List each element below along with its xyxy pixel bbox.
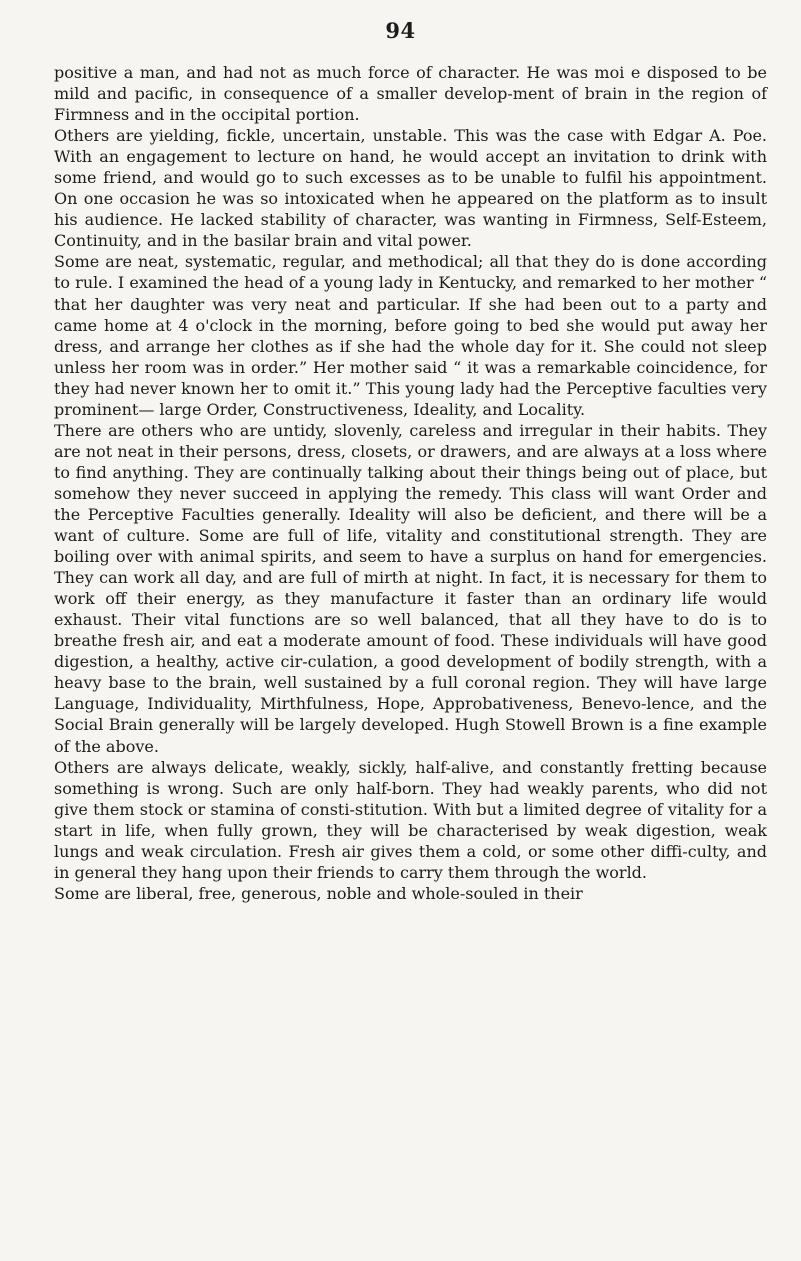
paragraph: positive a man, and had not as much force of character. He was moi e disposed to be mild and pacific, in consequence of a smaller develop-ment of brain in the region of Firmness and in the occipital portion. <box>54 63 767 125</box>
paragraph: Others are yielding, fickle, uncertain, unstable. This was the case with Edgar A. Poe. With an engagement to lecture on hand, he would accept an invitation to drink with some friend, and would go to such excesses as to be unable to fulfil his appointment. On one occasion he was so intoxicated when he appeared on the platform as to insult his audience. He lacked stability of character, was wanting in Firmness, Self-Esteem, Continuity, and in the basilar brain and vital power. <box>54 126 767 251</box>
paragraph: Some are neat, systematic, regular, and methodical; all that they do is done according to rule. I examined the head of a young lady in Kentucky, and remarked to her mother “ that her daughter was very neat and particular. If she had been out to a party and came home at 4 o'clock in the morning, before going to bed she would put away her dress, and arrange her clothes as if she had the whole day for it. She could not sleep unless her room was in order.” Her mother said “ it was a remarkable coincidence, for they had never known her to omit it.” This young lady had the Perceptive faculties very prominent— large Order, Constructiveness, Ideality, and Locality. <box>54 252 767 419</box>
paragraph: Others are always delicate, weakly, sickly, half-alive, and constantly fretting because something is wrong. Such are only half-born. They had weakly parents, who did not give them stock or stamina of consti-stitution. With but a limited degree of vitality for a start in life, when fully grown, they will be characterised by weak digestion, weak lungs and weak circulation. Fresh air gives them a cold, or some other diffi-culty, and in general they hang upon their friends to carry them through the world. <box>54 757 767 882</box>
page-number: 94 <box>385 18 416 43</box>
paragraph: There are others who are untidy, slovenly, careless and irregular in their habits. They are not neat in their persons, dress, closets, or drawers, and are always at a loss where to find anything. They are continually talking about their things being out of place, but somehow they never succeed in applying the remedy. This class will want Order and the Perceptive Faculties generally. Ideality will also be deficient, and there will be a want of culture. Some are full of life, vitality and constitutional strength. They are boiling over with animal spirits, and seem to have a surplus on hand for emergencies. They can work all day, and are full of mirth at night. In fact, it is necessary for them to work off their energy, as they manufacture it faster than an ordinary life would exhaust. Their vital functions are so well balanced, that all they have to do is to breathe fresh air, and eat a moderate amount of food. These individuals will have good digestion, a healthy, active cir-culation, a good development of bodily strength, with a heavy base to the brain, well sustained by a full coronal region. They will have large Language, Individuality, Mirthfulness, Hope, Approbativeness, Benevo-lence, and the Social Brain generally will be largely developed. Hugh Stowell Brown is a fine example of the above. <box>54 420 767 756</box>
paragraph: Some are liberal, free, generous, noble and whole-souled in their <box>54 883 583 903</box>
